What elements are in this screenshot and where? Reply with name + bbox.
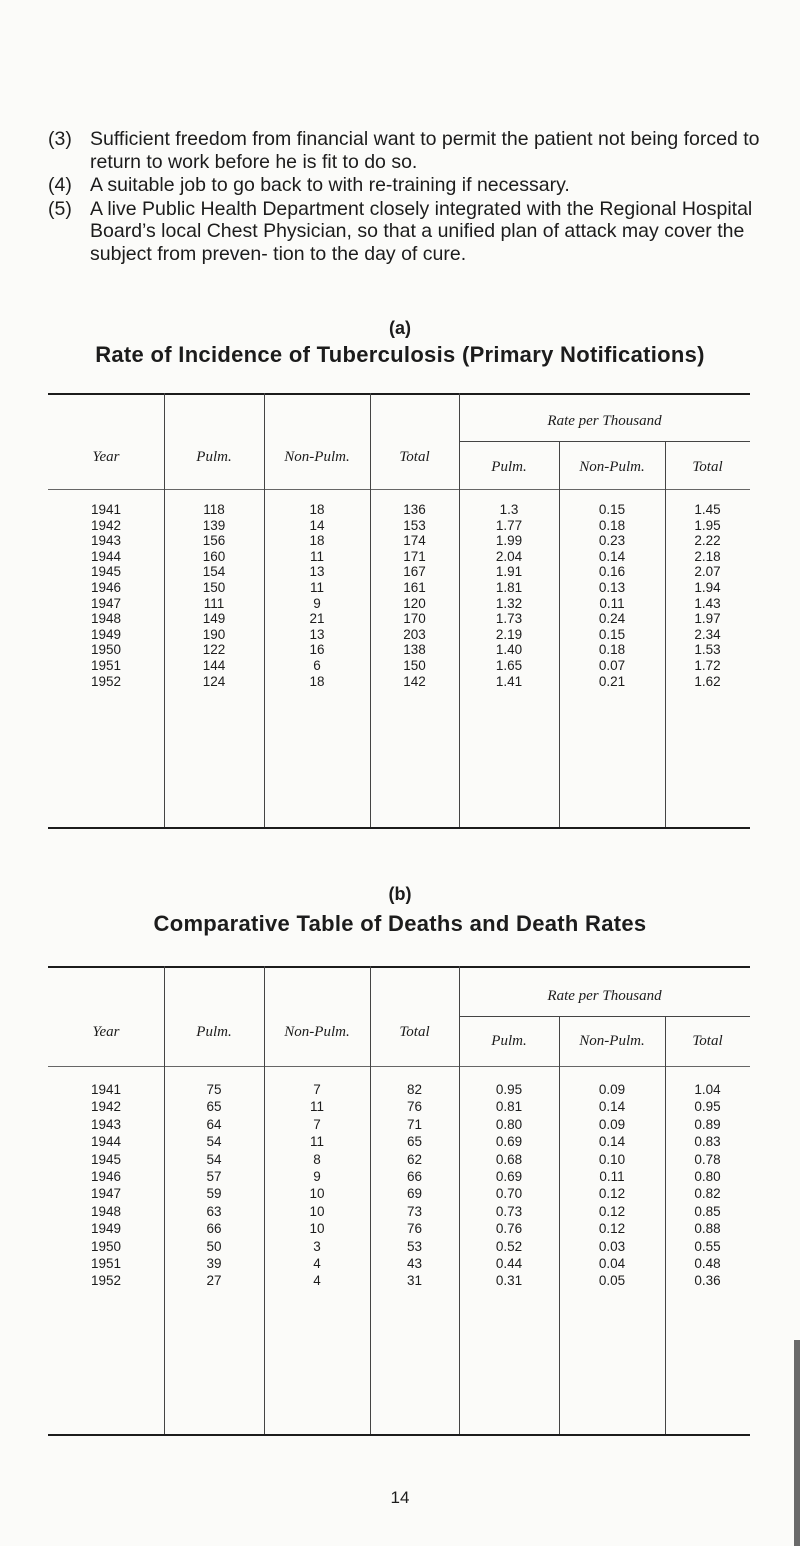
list-item-text: A live Public Health Department closely integrated with the Regional Hospital Board’s local Chest Physician, so that a unified plan of attack may cover the subject from preven- tion to the day of cure. <box>90 197 753 265</box>
cell-pulm: 122 <box>202 642 226 658</box>
table-a-title: Rate of Incidence of Tuberculosis (Primary Notifications) <box>95 342 705 367</box>
list-item-number: (5) <box>48 197 72 220</box>
table-row <box>48 1133 750 1150</box>
cell-year: 1948 <box>90 611 122 627</box>
cell-pulm: 64 <box>206 1116 222 1132</box>
cell-rate-nonpulm: 0.09 <box>598 1116 626 1132</box>
cell-year: 1949 <box>90 626 122 642</box>
cell-total: 65 <box>406 1134 423 1150</box>
header-nonpulm: Non-Pulm. <box>284 449 350 465</box>
cell-pulm: 190 <box>202 626 226 642</box>
header-rate-total: Total <box>692 1033 723 1049</box>
table-row <box>48 580 750 596</box>
cell-rate-pulm: 1.91 <box>495 564 523 580</box>
table-row <box>48 564 750 580</box>
header-subrule <box>459 1016 750 1017</box>
cell-rate-pulm: 0.80 <box>495 1116 523 1132</box>
cell-pulm: 160 <box>202 548 226 564</box>
cell-rate-nonpulm: 0.24 <box>598 611 626 627</box>
cell-nonpulm: 18 <box>309 673 325 689</box>
cell-pulm: 118 <box>203 502 225 517</box>
cell-rate-pulm: 1.81 <box>495 579 523 595</box>
cell-total: 203 <box>403 626 426 642</box>
cell-rate-total: 1.62 <box>694 673 721 689</box>
table-bottom-rule <box>48 827 750 829</box>
cell-year: 1950 <box>90 1238 122 1254</box>
cell-rate-nonpulm: 0.18 <box>598 642 626 658</box>
cell-pulm: 149 <box>202 611 226 627</box>
header-total: Total <box>399 1024 430 1040</box>
cell-nonpulm: 7 <box>313 1082 321 1097</box>
cell-rate-nonpulm: 0.18 <box>598 517 626 533</box>
cell-total: 142 <box>403 673 426 689</box>
cell-total: 53 <box>406 1238 423 1254</box>
cell-rate-total: 2.22 <box>694 533 721 549</box>
cell-rate-pulm: 0.76 <box>495 1221 523 1237</box>
cell-year: 1943 <box>90 1116 122 1132</box>
table-body <box>48 1081 750 1290</box>
header-pulm: Pulm. <box>196 449 232 465</box>
cell-nonpulm: 13 <box>309 564 325 580</box>
cell-rate-nonpulm: 0.14 <box>598 1134 626 1150</box>
table-row <box>48 1185 750 1202</box>
cell-total: 150 <box>403 657 426 673</box>
table-row <box>48 627 750 643</box>
cell-rate-nonpulm: 0.10 <box>598 1151 626 1167</box>
cell-nonpulm: 4 <box>313 1273 321 1289</box>
cell-pulm: 57 <box>206 1168 222 1184</box>
cell-total: 76 <box>406 1099 423 1115</box>
header-year: Year <box>92 1024 120 1040</box>
cell-pulm: 124 <box>202 673 226 689</box>
cell-rate-pulm: 1.3 <box>499 502 519 517</box>
cell-nonpulm: 16 <box>309 642 325 658</box>
cell-total: 120 <box>403 595 426 611</box>
cell-rate-nonpulm: 0.03 <box>598 1238 626 1254</box>
cell-rate-pulm: 1.77 <box>495 517 523 533</box>
cell-nonpulm: 7 <box>313 1116 321 1132</box>
cell-rate-nonpulm: 0.13 <box>598 579 626 595</box>
table-a-label: (a) <box>389 318 411 338</box>
cell-nonpulm: 3 <box>313 1238 321 1254</box>
cell-year: 1944 <box>90 1134 122 1150</box>
cell-rate-nonpulm: 0.15 <box>598 626 626 642</box>
table-row <box>48 1220 750 1237</box>
table-row <box>48 1081 750 1098</box>
table-b <box>48 966 750 1436</box>
cell-pulm: 39 <box>206 1255 222 1271</box>
cell-pulm: 59 <box>206 1186 222 1202</box>
list-item-number: (3) <box>48 128 72 150</box>
list-item-text: Sufficient freedom from financial want to permit the patient not being forced to return to work before he is fit to do so. <box>90 128 760 173</box>
cell-pulm: 150 <box>202 579 226 595</box>
cell-total: 138 <box>403 642 426 658</box>
cell-rate-nonpulm: 0.12 <box>598 1221 626 1237</box>
cell-total: 82 <box>406 1082 423 1097</box>
list-item-number: (4) <box>48 174 72 196</box>
header-rate-total: Total <box>692 459 723 475</box>
cell-rate-nonpulm: 0.23 <box>598 533 626 549</box>
cell-total: 62 <box>406 1151 423 1167</box>
cell-rate-total: 0.83 <box>694 1134 721 1150</box>
header-rate-pulm: Pulm. <box>491 1033 527 1049</box>
cell-rate-total: 1.53 <box>694 642 721 658</box>
cell-rate-nonpulm: 0.07 <box>598 657 626 673</box>
cell-nonpulm: 10 <box>309 1203 325 1219</box>
cell-nonpulm: 18 <box>309 533 325 549</box>
cell-total: 171 <box>403 548 426 564</box>
cell-year: 1951 <box>90 1255 122 1271</box>
cell-rate-pulm: 1.32 <box>495 595 523 611</box>
cell-nonpulm: 10 <box>309 1221 325 1237</box>
cell-rate-total: 1.97 <box>694 611 721 627</box>
cell-total: 71 <box>406 1116 423 1132</box>
cell-year: 1941 <box>90 1082 122 1097</box>
cell-rate-nonpulm: 0.12 <box>598 1186 626 1202</box>
cell-pulm: 27 <box>206 1273 222 1289</box>
table-body <box>48 502 750 689</box>
cell-rate-nonpulm: 0.14 <box>598 1099 626 1115</box>
cell-rate-total: 1.04 <box>694 1082 721 1097</box>
header-nonpulm: Non-Pulm. <box>284 1024 350 1040</box>
cell-rate-pulm: 1.65 <box>495 657 523 673</box>
table-row <box>48 658 750 674</box>
cell-rate-total: 0.95 <box>694 1099 721 1115</box>
cell-pulm: 65 <box>206 1099 222 1115</box>
cell-pulm: 75 <box>206 1082 222 1097</box>
header-rate-nonpulm: Non-Pulm. <box>579 459 645 475</box>
header-rate-group: Rate per Thousand <box>547 988 662 1004</box>
table-top-rule <box>48 966 750 968</box>
cell-pulm: 156 <box>202 533 226 549</box>
cell-rate-nonpulm: 0.11 <box>599 595 625 611</box>
cell-nonpulm: 6 <box>313 657 321 673</box>
table-row <box>48 611 750 627</box>
cell-nonpulm: 18 <box>309 502 325 517</box>
cell-total: 43 <box>406 1255 423 1271</box>
cell-pulm: 50 <box>206 1238 222 1254</box>
table-b-label: (b) <box>388 884 412 904</box>
cell-rate-total: 0.82 <box>694 1186 721 1202</box>
cell-rate-nonpulm: 0.16 <box>598 564 626 580</box>
header-bottom-rule <box>48 1066 750 1067</box>
cell-total: 31 <box>406 1273 423 1289</box>
cell-rate-total: 2.07 <box>694 564 721 580</box>
cell-total: 153 <box>403 517 426 533</box>
cell-rate-pulm: 1.73 <box>495 611 523 627</box>
cell-rate-pulm: 0.68 <box>495 1151 523 1167</box>
cell-rate-nonpulm: 0.04 <box>598 1255 626 1271</box>
cell-nonpulm: 4 <box>313 1255 321 1271</box>
table-row <box>48 1151 750 1168</box>
cell-rate-nonpulm: 0.05 <box>598 1273 626 1289</box>
cell-rate-nonpulm: 0.14 <box>598 548 626 564</box>
cell-rate-pulm: 1.40 <box>495 642 523 658</box>
cell-rate-pulm: 1.41 <box>495 673 523 689</box>
header-total: Total <box>399 449 430 465</box>
table-top-rule <box>48 393 750 395</box>
cell-year: 1946 <box>90 579 122 595</box>
cell-rate-total: 2.34 <box>694 626 721 642</box>
cell-year: 1952 <box>90 673 122 689</box>
cell-year: 1946 <box>90 1168 122 1184</box>
cell-rate-total: 0.78 <box>694 1151 721 1167</box>
cell-nonpulm: 14 <box>309 517 325 533</box>
numbered-list <box>48 128 768 266</box>
cell-rate-nonpulm: 0.12 <box>598 1203 626 1219</box>
cell-pulm: 54 <box>206 1151 222 1167</box>
table-row <box>48 1203 750 1220</box>
table-row <box>48 642 750 658</box>
cell-total: 69 <box>406 1186 423 1202</box>
header-pulm: Pulm. <box>196 1024 232 1040</box>
cell-nonpulm: 9 <box>313 1168 321 1184</box>
cell-rate-nonpulm: 0.09 <box>598 1082 626 1097</box>
list-item <box>48 198 768 266</box>
cell-nonpulm: 11 <box>309 1134 324 1150</box>
cell-total: 73 <box>406 1203 423 1219</box>
cell-year: 1942 <box>90 517 122 533</box>
cell-rate-total: 2.18 <box>694 548 721 564</box>
cell-year: 1943 <box>90 533 122 549</box>
cell-rate-total: 0.85 <box>694 1203 721 1219</box>
cell-nonpulm: 13 <box>309 626 325 642</box>
table-b-title: Comparative Table of Deaths and Death Rates <box>153 911 647 936</box>
cell-pulm: 154 <box>202 564 226 580</box>
cell-rate-pulm: 0.69 <box>495 1168 523 1184</box>
cell-pulm: 63 <box>206 1203 222 1219</box>
page-number: 14 <box>390 1488 410 1507</box>
cell-pulm: 139 <box>202 517 226 533</box>
cell-total: 174 <box>403 533 426 549</box>
header-rate-pulm: Pulm. <box>491 459 527 475</box>
cell-nonpulm: 11 <box>309 1099 324 1115</box>
table-row <box>48 533 750 549</box>
table-row <box>48 596 750 612</box>
table-bottom-rule <box>48 1434 750 1436</box>
table-row <box>48 1255 750 1272</box>
cell-rate-pulm: 0.70 <box>495 1186 523 1202</box>
cell-rate-nonpulm: 0.15 <box>598 502 626 517</box>
cell-pulm: 54 <box>206 1134 222 1150</box>
cell-rate-pulm: 0.44 <box>495 1255 523 1271</box>
cell-pulm: 144 <box>202 657 226 673</box>
cell-rate-pulm: 0.95 <box>495 1082 523 1097</box>
cell-rate-total: 0.89 <box>694 1116 721 1132</box>
list-item <box>48 174 768 197</box>
cell-rate-nonpulm: 0.21 <box>598 673 626 689</box>
cell-total: 66 <box>406 1168 423 1184</box>
cell-total: 76 <box>406 1221 423 1237</box>
cell-rate-total: 0.48 <box>694 1255 721 1271</box>
table-row <box>48 1116 750 1133</box>
page-edge-shadow <box>794 1340 800 1546</box>
cell-year: 1951 <box>90 657 122 673</box>
cell-year: 1947 <box>90 595 122 611</box>
table-row <box>48 1272 750 1289</box>
cell-nonpulm: 11 <box>309 548 324 564</box>
table-row <box>48 549 750 565</box>
cell-pulm: 66 <box>206 1221 222 1237</box>
cell-total: 161 <box>403 579 426 595</box>
cell-rate-pulm: 2.04 <box>495 548 523 564</box>
header-rate-nonpulm: Non-Pulm. <box>579 1033 645 1049</box>
cell-year: 1941 <box>90 502 122 517</box>
table-row <box>48 502 750 518</box>
cell-nonpulm: 11 <box>309 579 324 595</box>
cell-year: 1944 <box>90 548 122 564</box>
cell-rate-pulm: 0.52 <box>495 1238 523 1254</box>
cell-pulm: 111 <box>203 595 225 611</box>
table-row <box>48 1168 750 1185</box>
cell-rate-pulm: 0.73 <box>495 1203 523 1219</box>
cell-year: 1947 <box>90 1186 122 1202</box>
cell-nonpulm: 9 <box>313 595 321 611</box>
cell-rate-pulm: 2.19 <box>495 626 523 642</box>
cell-rate-pulm: 1.99 <box>495 533 523 549</box>
cell-rate-pulm: 0.69 <box>495 1134 523 1150</box>
table-row <box>48 518 750 534</box>
cell-year: 1945 <box>90 1151 122 1167</box>
cell-rate-total: 1.43 <box>694 595 721 611</box>
header-rate-group: Rate per Thousand <box>547 413 662 429</box>
header-year: Year <box>92 449 120 465</box>
cell-rate-total: 0.80 <box>694 1168 721 1184</box>
cell-rate-pulm: 0.31 <box>495 1273 523 1289</box>
cell-rate-total: 1.94 <box>694 579 721 595</box>
cell-rate-nonpulm: 0.11 <box>599 1168 625 1184</box>
cell-year: 1952 <box>90 1273 122 1289</box>
list-item <box>48 128 768 173</box>
cell-nonpulm: 10 <box>309 1186 325 1202</box>
table-row <box>48 674 750 690</box>
cell-year: 1950 <box>90 642 122 658</box>
cell-nonpulm: 21 <box>309 611 325 627</box>
table-a <box>48 393 750 829</box>
cell-rate-total: 0.36 <box>694 1273 721 1289</box>
cell-nonpulm: 8 <box>313 1151 321 1167</box>
table-row <box>48 1098 750 1115</box>
cell-year: 1949 <box>90 1221 122 1237</box>
cell-year: 1948 <box>90 1203 122 1219</box>
header-subrule <box>459 441 750 442</box>
cell-total: 167 <box>403 564 426 580</box>
cell-year: 1945 <box>90 564 122 580</box>
cell-rate-total: 0.88 <box>694 1221 721 1237</box>
table-row <box>48 1238 750 1255</box>
header-bottom-rule <box>48 489 750 490</box>
cell-rate-total: 1.95 <box>694 517 721 533</box>
cell-rate-pulm: 0.81 <box>495 1099 523 1115</box>
list-item-text: A suitable job to go back to with re-training if necessary. <box>90 174 570 196</box>
cell-total: 170 <box>403 611 426 627</box>
cell-total: 136 <box>403 502 426 517</box>
cell-rate-total: 0.55 <box>694 1238 721 1254</box>
cell-rate-total: 1.72 <box>694 657 721 673</box>
cell-year: 1942 <box>90 1099 122 1115</box>
cell-rate-total: 1.45 <box>694 502 721 517</box>
